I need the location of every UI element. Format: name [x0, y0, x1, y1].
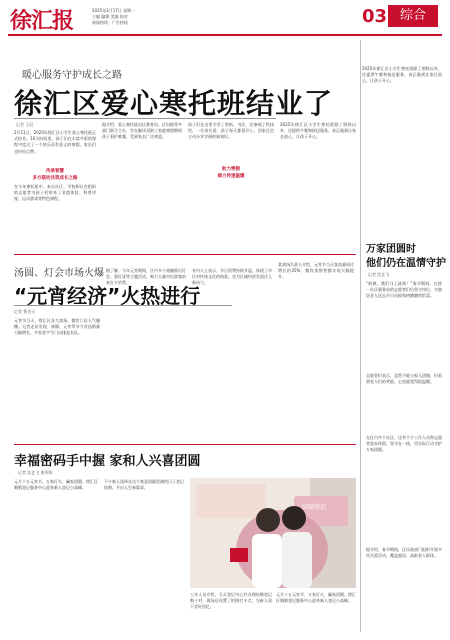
article2-paragraph: 元宵节当天，徐汇区各大商场、餐饮门店人气爆棚。记者走访发现，汤圆、元宵等节令食品销量大幅增长，多家老字号门店排起长队。	[14, 318, 100, 336]
masthead-rule	[8, 34, 442, 36]
page-number: 03	[362, 6, 388, 27]
couple-photo	[190, 478, 356, 588]
article1-headline: 徐汇区爱心寒托班结业了	[14, 87, 334, 120]
article4-paragraph: 工作人员介绍，当天登记中心共办理结婚登记数十对，现场还设置了拍照打卡点，为新人留下美好回忆。	[190, 592, 272, 610]
article3-kicker: 万家团圆时	[366, 244, 416, 255]
article4-paragraph: 元月十五元宵节，万家灯火，阖家团圆。徐汇区婚姻登记服务中心迎来新人登记小高峰。	[276, 592, 356, 604]
article3-headline: 他们仍在温情守护	[366, 258, 446, 269]
masthead-meta: 2025年2月17日 星期一 主编 编辑 美编 校对 新闻热线 · 广告热线	[92, 8, 136, 25]
section-divider	[14, 444, 356, 445]
article1-paragraph: 2月11日，2025年徐汇区小学生爱心寒托班正式结业。10天时间里，孩子们在丰富多彩的课程中度过了一个快乐而有意义的寒假，家长们也纷纷点赞。	[14, 130, 96, 154]
article2-paragraph: 某商场负责人介绍，元宵节当天客流量同比增长约35%，餐饮类销售额实现大幅提升。	[278, 262, 354, 280]
section-divider	[14, 254, 356, 255]
article2-headline: “元宵经济”火热进行	[14, 284, 201, 308]
newspaper-logo: 徐汇报	[10, 8, 74, 34]
article1-subhead: 助力寒假	[222, 167, 240, 172]
article1-byline: 记者 王辰	[16, 122, 34, 127]
article2-byline: 记者 曹音天	[14, 309, 36, 314]
masthead	[0, 0, 450, 46]
article1-paragraph: 2025年徐汇区小学生寒托班除了照料以外，还提供午餐和接送服务，真正做到让家长放心、让孩子开心。	[362, 66, 442, 84]
article1-paragraph: 孩子们在这里学会了剪纸、书法，还参观了科技馆，一位家长说：孩子每天都很开心，回家还会主动分享学到的新知识。	[188, 122, 274, 140]
article4-paragraph: 不少新人选择在这个寓意团圆美满的日子登记结婚，开启人生新篇章。	[104, 479, 184, 491]
article3-byline: 记者 沈艺飞	[368, 272, 390, 277]
section-badge: 综合	[388, 5, 438, 27]
article2-kicker: 汤圆、灯会市场火爆	[14, 268, 104, 279]
photo-scene	[190, 478, 356, 588]
article4-kicker: 幸福密码手中握 家和人兴喜团圆	[14, 454, 201, 469]
article4-byline: 记者 沈艺飞 唐亚辉	[18, 470, 53, 475]
article1-subhead: 传承智慧	[46, 169, 64, 174]
article1-kicker: 暖心服务守护成长之路	[22, 70, 122, 81]
article1-subhead: 倾力传递温暖	[217, 174, 245, 179]
article2-paragraph: 据了解，今年元宵期间，区内多个商圈推出灯会、猜灯谜等主题活动，吸引大量市民游客前来打卡消费。	[106, 268, 186, 286]
article4-paragraph: 元月十五元宵节，万家灯火，阖家团圆。徐汇区婚姻登记服务中心迎来新人登记小高峰。	[14, 479, 98, 491]
article3-paragraph: “阿姨，我们马上就到！”春节期间，长桥一社区服务站的志愿者们仍坚守岗位，为独居老人送去节日问候和热腾腾的饭菜。	[366, 281, 442, 299]
article3-paragraph: 据介绍，春节期间，区民政部门组织开展多项关爱活动，覆盖独居、高龄老人群体。	[366, 547, 442, 559]
article1-paragraph: 2025年徐汇区小学生寒托班除了照料以外，还提供午餐和接送服务，真正做到让家长放心、让孩子开心。	[280, 122, 356, 140]
article1-rule	[14, 118, 276, 119]
photo-sign: 结婚登记	[302, 504, 327, 511]
article1-subhead: 多方联动共筑成长之路	[32, 176, 78, 181]
column-divider	[360, 40, 361, 632]
article3-paragraph: 在区内多个社区，还有不少工作人员和志愿者放弃休假，坚守在一线，用实际行动守护万家团圆。	[366, 435, 442, 453]
article1-paragraph: 据介绍，爱心寒托班由区教育局、区妇联等多部门联合主办，旨在解决双职工家庭寒假期间孩子看护难题，受到家长广泛欢迎。	[102, 122, 182, 140]
article2-paragraph: 业内人士表示，节日消费持续升温，体现了市民对传统文化的热爱，也为区域经济发展注入新动力。	[192, 268, 272, 286]
article1-paragraph: 在今年寒托班中，来自社区、学校和社会组织的志愿者为孩子们带来了非遗体验、科普讲座、运动游戏等特色课程。	[14, 184, 96, 202]
article3-paragraph: 志愿者们表示，虽然不能与家人团聚，但看到老人们的笑脸，心里就觉得很温暖。	[366, 373, 442, 385]
